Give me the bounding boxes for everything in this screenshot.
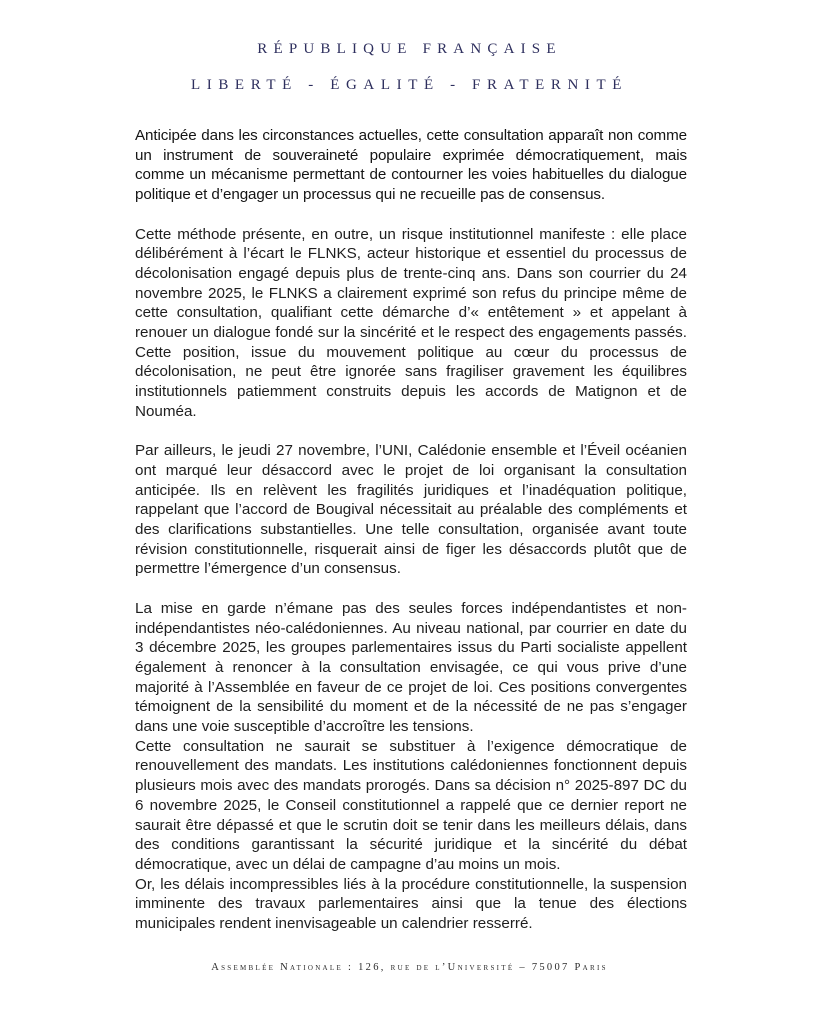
paragraph-intro: Anticipée dans les circonstances actuelles, cette consultation apparaît non comme un instrument de souveraineté populaire exprimée démocratiquement, mais comme un mécanisme permettant de contourner les voies habituelles du dialogue politique et d’engager un processus qui ne recueille pas de consensus. xyxy=(135,127,687,204)
paragraph-national: La mise en garde n’émane pas des seules forces indépendantistes et non-indépendantistes néo-calédoniennes. Au niveau national, par courrier en date du 3 décembre 2025, les groupes parlementaires issus du Parti socialiste appellent également à renoncer à la consultation envisagée, ce qui vous prive d’une majorité à l’Assemblée en faveur de ce projet de loi. Ces positions convergentes témoignent de la sensibilité du moment et de la nécessité de ne pas s’engager dans une voie susceptible d’accroître les tensions. xyxy=(135,599,687,736)
header-republique: RÉPUBLIQUE FRANÇAISE xyxy=(257,41,562,57)
footer-address: Assemblée Nationale : 126, rue de l’Université – 75007 Paris xyxy=(211,962,608,973)
paragraph-calendar: Or, les délais incompressibles liés à la procédure constitutionnelle, la suspension imminente des travaux parlementaires ainsi que la tenue des élections municipales rendent inenvisageable un calendrier resserré. xyxy=(135,875,687,933)
paragraph-mandates: Cette consultation ne saurait se substituer à l’exigence démocratique de renouvellement des mandats. Les institutions calédoniennes fonctionnent depuis plusieurs mois avec des mandats prorogés. Dans sa décision n° 2025-897 DC du 6 novembre 2025, le Conseil constitutionnel a rappelé que ce dernier report ne saurait être dépassé et que le scrutin doit se tenir dans les meilleurs délais, dans des conditions garantissant la sécurité juridique et la sincérité du débat démocratique, avec un délai de campagne d’au moins un mois. xyxy=(135,737,687,873)
header-motto: LIBERTÉ - ÉGALITÉ - FRATERNITÉ xyxy=(190,77,629,93)
paragraph-flnks: Cette méthode présente, en outre, un risque institutionnel manifeste : elle place délibérément à l’écart le FLNKS, acteur historique et essentiel du processus de décolonisation engagé depuis plus de trente-cinq ans. Dans son courrier du 24 novembre 2025, le FLNKS a clairement exprimé son refus du principe même de cette consultation, qualifiant cette démarche d’« entêtement » et appelant à renouer un dialogue fondé sur la sincérité et le respect des engagements passés. Cette position, issue du mouvement politique au cœur du processus de décolonisation, ne peut être ignorée sans fragiliser gravement les équilibres institutionnels patiemment construits depuis les accords de Matignon et de Nouméa. xyxy=(135,225,687,420)
paragraph-parties: Par ailleurs, le jeudi 27 novembre, l’UNI, Calédonie ensemble et l’Éveil océanien ont marqué leur désaccord avec le projet de loi organisant la consultation anticipée. Ils en relèvent les fragilités juridiques et l’inadéquation politique, rappelant que l’accord de Bougival nécessitait au préalable des compléments et des clarifications substantielles. Une telle consultation, organisée avant toute révision constitutionnelle, risquerait ainsi de figer les désaccords plutôt que de permettre l’émergence d’un consensus. xyxy=(135,442,687,578)
letter-body xyxy=(135,126,687,934)
